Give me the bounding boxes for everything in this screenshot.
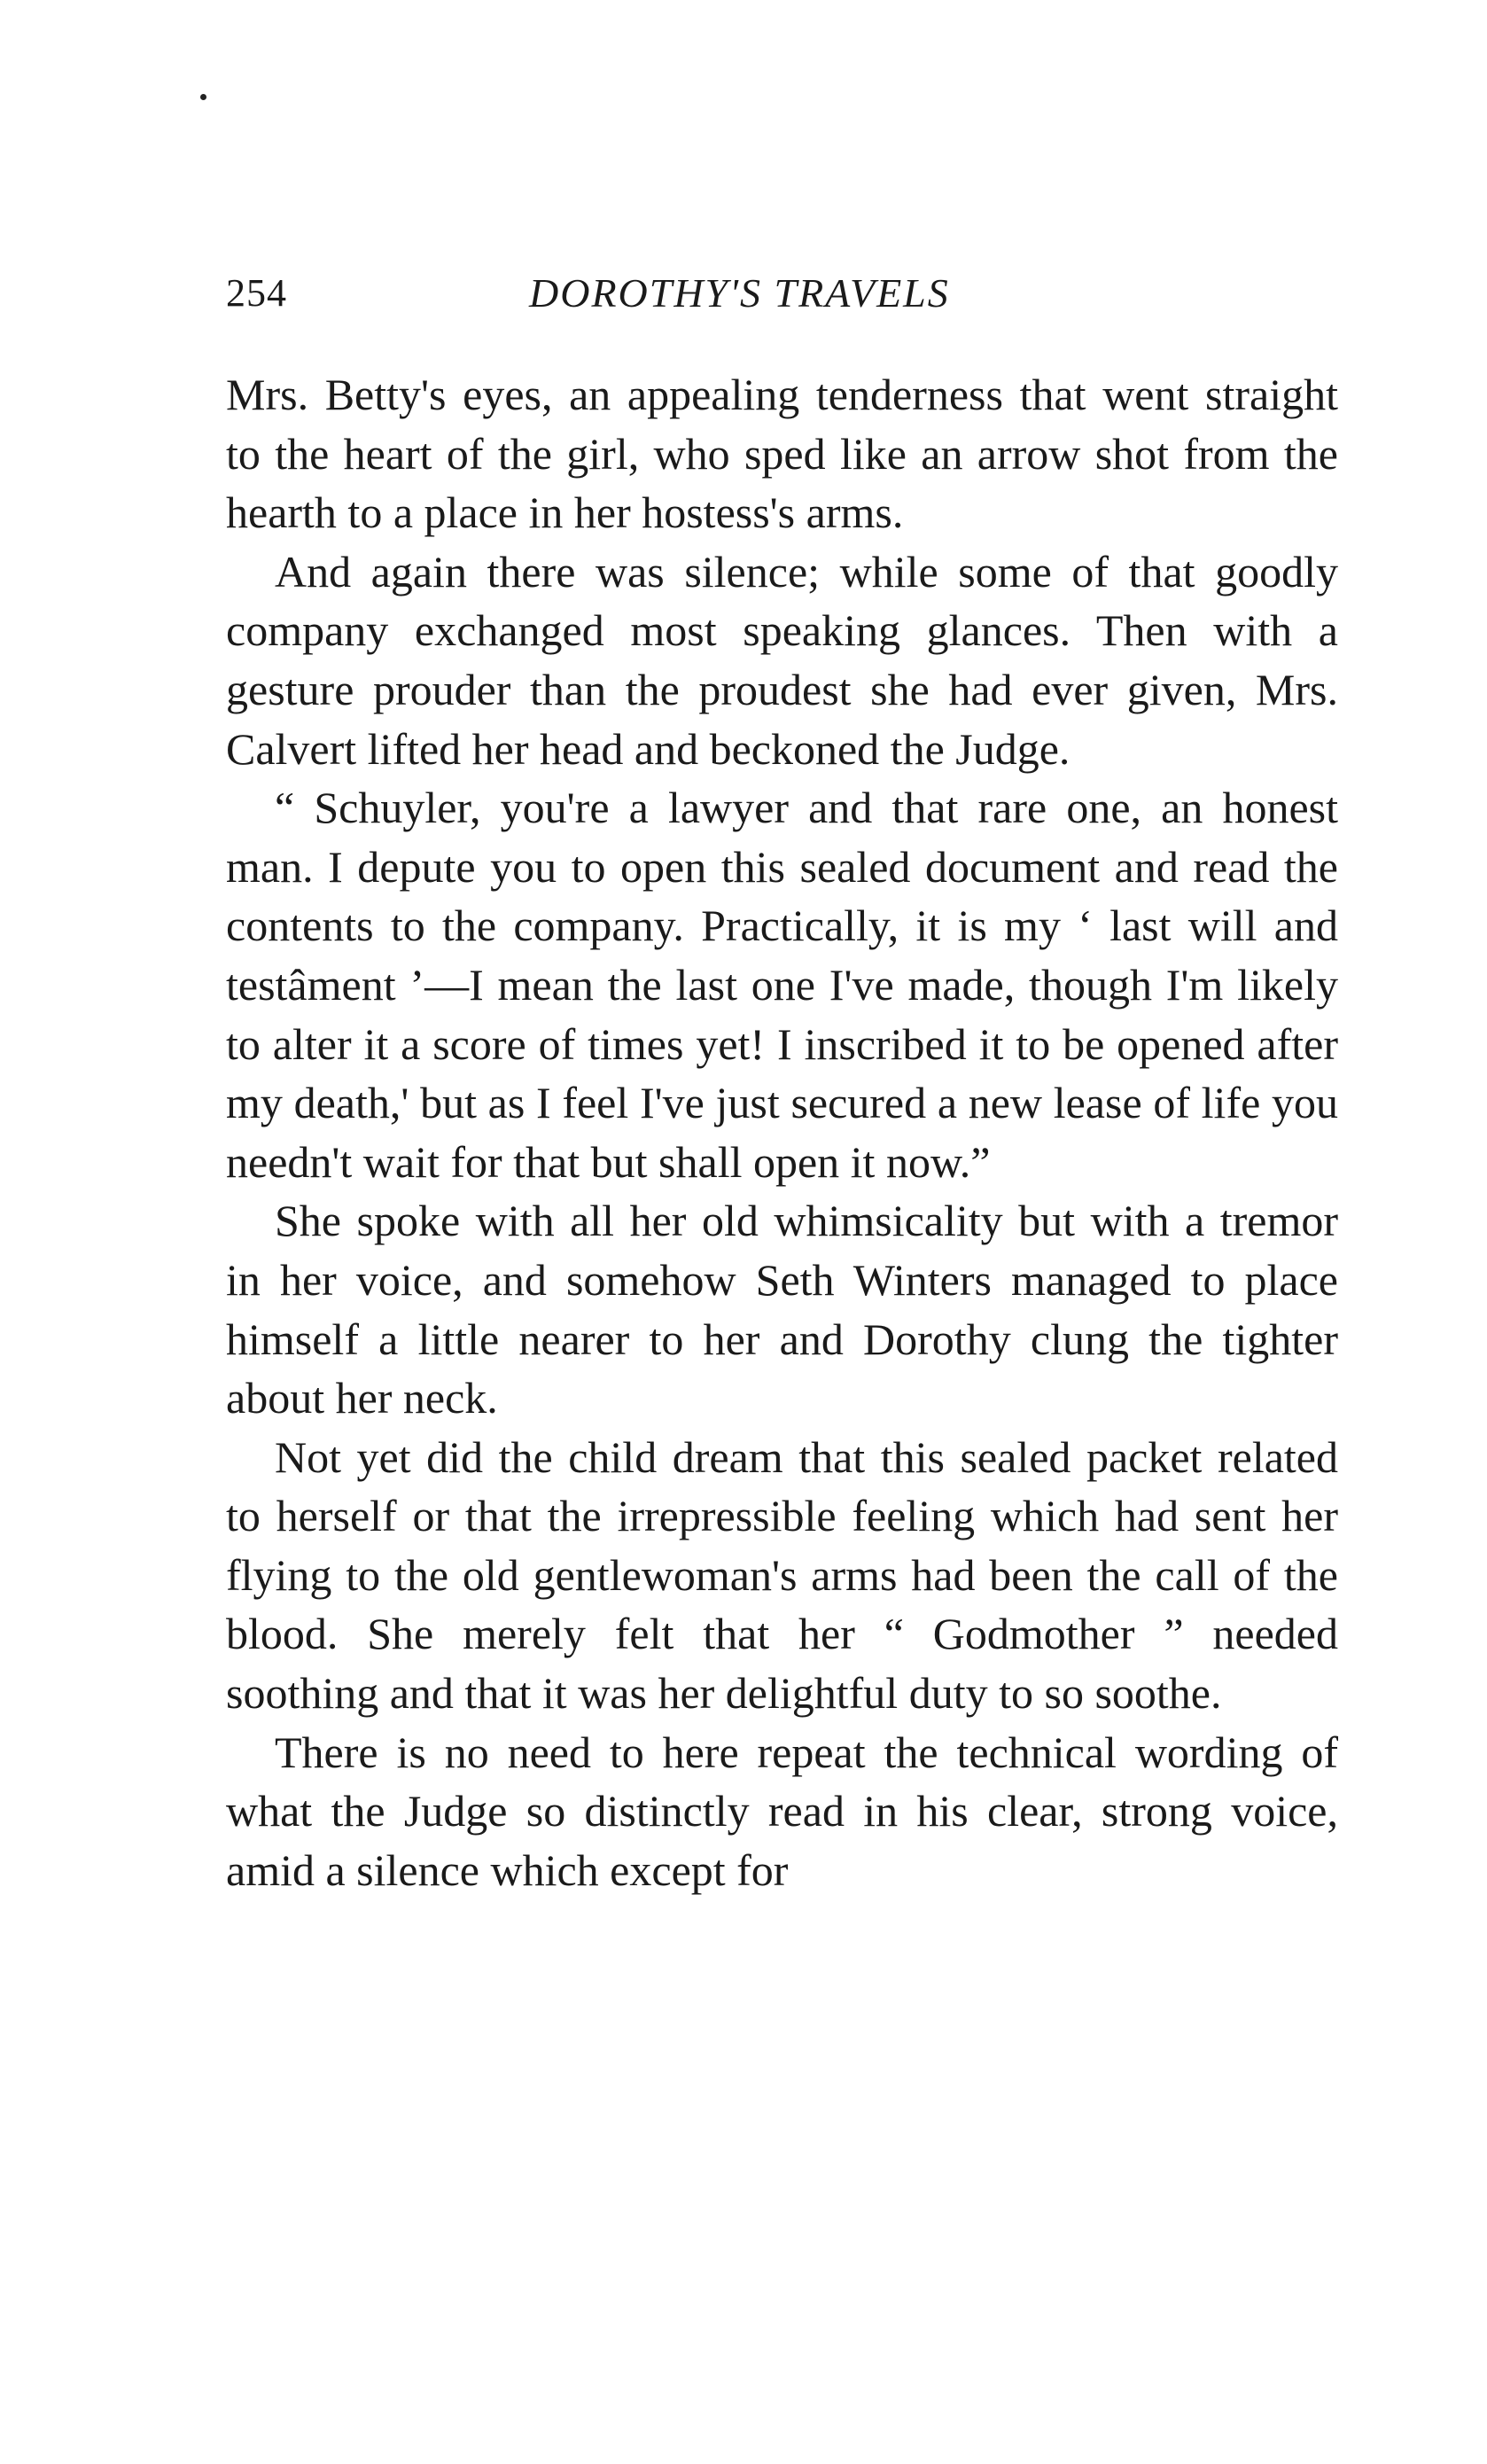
paragraph-schuyler-speech: “ Schuyler, you're a lawyer and that rare one, an honest man. I depute you to open this sealed document and read the contents to the company. Practically, it is my ‘ last will and testâment ’—I mean the last one I've made, though I'm likely to alter it a score of times yet! I inscribed it to be opened after my death,' but as I feel I've just secured a new lease of life you needn't wait for that but shall open it now.” bbox=[226, 783, 1338, 1187]
running-title: DOROTHY'S TRAVELS bbox=[529, 270, 950, 316]
paragraph: And again there was silence; while some of that goodly company exchanged most speaking glances. Then with a gesture prouder than the proudest she had ever given, Mrs. Calvert lifted her head and beckoned the Judge. bbox=[226, 546, 1338, 774]
page-header bbox=[226, 262, 1338, 324]
body-text bbox=[226, 365, 1338, 1899]
ink-speck bbox=[200, 94, 206, 100]
page-number: 254 bbox=[226, 271, 287, 315]
paragraph: She spoke with all her old whimsicality but with a tremor in her voice, and somehow Seth Winters managed to place himself a little nearer to her and Dorothy clung the tighter about her neck. bbox=[226, 1196, 1338, 1423]
paragraph: Not yet did the child dream that this sealed packet related to herself or that the irrepressible feeling which had sent her flying to the old gentlewoman's arms had been the call of the blood. She merely felt that her “ Godmother ” needed soothing and that it was her delightful duty to so soothe. bbox=[226, 1431, 1338, 1719]
paragraph-final: There is no need to here repeat the technical wording of what the Judge so distinctly read in his clear, strong voice, amid a silence which except for bbox=[226, 1727, 1338, 1895]
paragraph-continued: Mrs. Betty's eyes, an appealing tenderness that went straight to the heart of the girl, who sped like an arrow shot from the hearth to a place in her hostess's arms. bbox=[226, 370, 1338, 538]
